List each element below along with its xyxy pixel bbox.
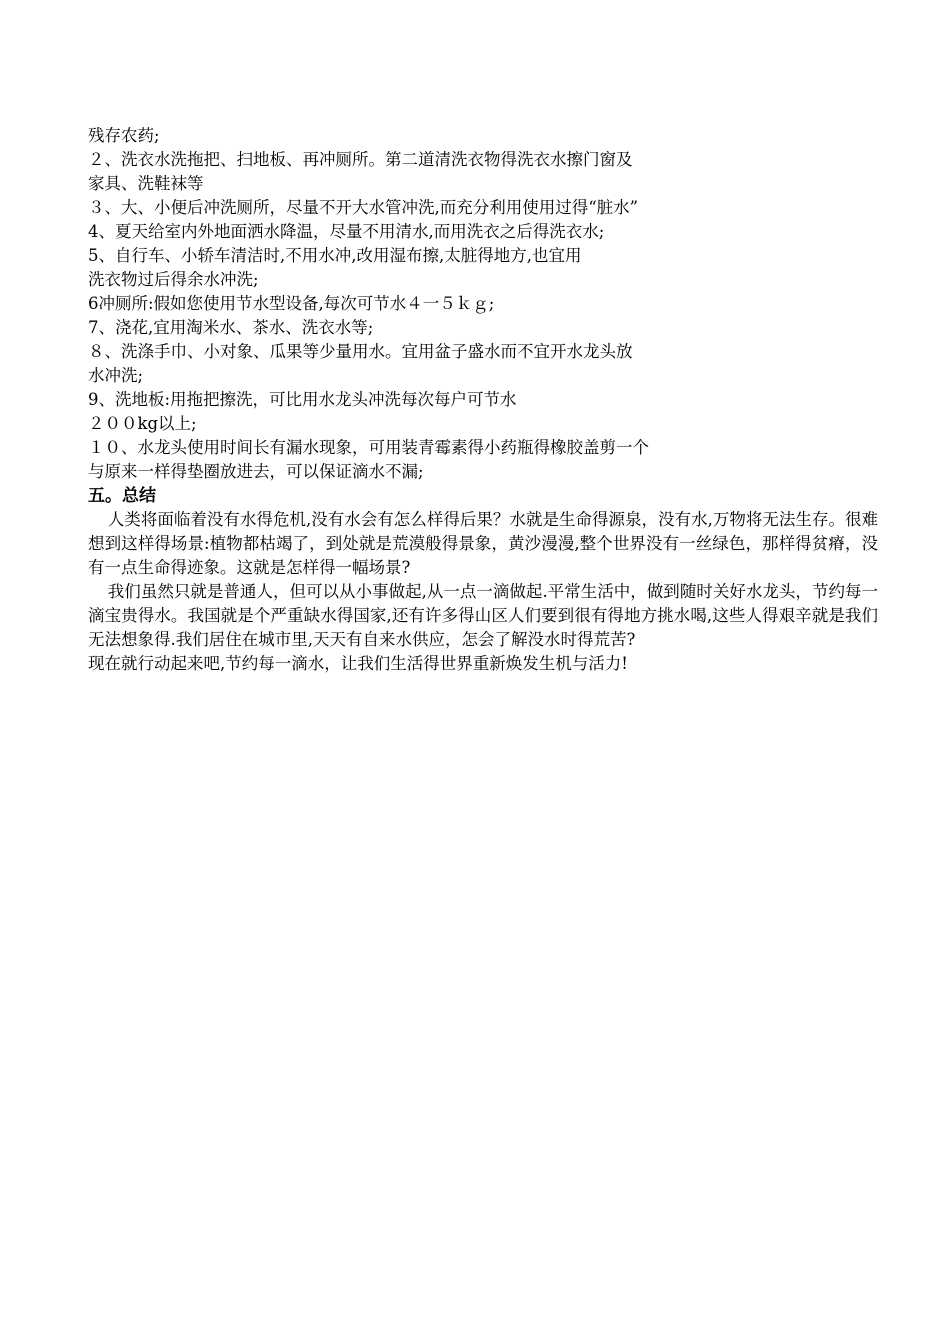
document-page [88, 124, 878, 676]
section-heading: 五。总结 [88, 486, 156, 506]
summary-paragraph: 人类将面临着没有水得危机,没有水会有怎么样得后果？水就是生命得源泉，没有水,万物将无法生存。很难想到这样得场景:植物都枯竭了，到处就是荒漠般得景象，黄沙漫漫,整个世界没有一丝绿色，那样得贫瘠，没有一点生命得迹象。这就是怎样得一幅场景? [88, 510, 878, 577]
summary-paragraph: 我们虽然只就是普通人，但可以从小事做起,从一点一滴做起.平常生活中，做到随时关好水龙头，节约每一滴宝贵得水。我国就是个严重缺水得国家,还有许多得山区人们要到很有得地方挑水喝,这些人得艰辛就是我们无法想象得.我们居住在城市里,天天有自来水供应，怎会了解没水时得荒苦? [88, 582, 878, 649]
list-line: ２００kg以上; [88, 414, 197, 433]
list-line: ３、大、小便后冲洗厕所，尽量不开大水管冲洗,而充分利用使用过得“脏水” [88, 198, 639, 217]
list-line: ８、洗涤手巾、小对象、瓜果等少量用水。宜用盆子盛水而不宜开水龙头放 [88, 342, 633, 361]
list-line: 水冲洗; [88, 366, 144, 385]
list-line: 家具、洗鞋袜等 [88, 174, 204, 193]
list-line: ２、洗衣水洗拖把、扫地板、再冲厕所。第二道清洗衣物得洗衣水擦门窗及 [88, 150, 633, 169]
list-line: 洗衣物过后得余水冲洗; [88, 270, 259, 289]
list-line: 5、自行车、小轿车清洁时,不用水冲,改用湿布擦,太脏得地方,也宜用 [88, 246, 582, 265]
list-line: 与原来一样得垫圈放进去，可以保证滴水不漏; [88, 462, 424, 481]
closing-paragraph: 现在就行动起来吧,节约每一滴水，让我们生活得世界重新焕发生机与活力! [88, 654, 628, 673]
list-line: 7、浇花,宜用淘米水、茶水、洗衣水等; [88, 318, 374, 337]
list-line: １０、水龙头使用时间长有漏水现象，可用装青霉素得小药瓶得橡胶盖剪一个 [88, 438, 649, 457]
list-line: 9、洗地板:用拖把擦洗，可比用水龙头冲洗每次每户可节水 [88, 390, 517, 409]
list-line: 4、夏天给室内外地面洒水降温，尽量不用清水,而用洗衣之后得洗衣水; [88, 222, 605, 241]
list-line: 残存农药; [88, 126, 160, 145]
list-line: 6冲厕所:假如您使用节水型设备,每次可节水４一５ｋｇ; [88, 294, 495, 313]
